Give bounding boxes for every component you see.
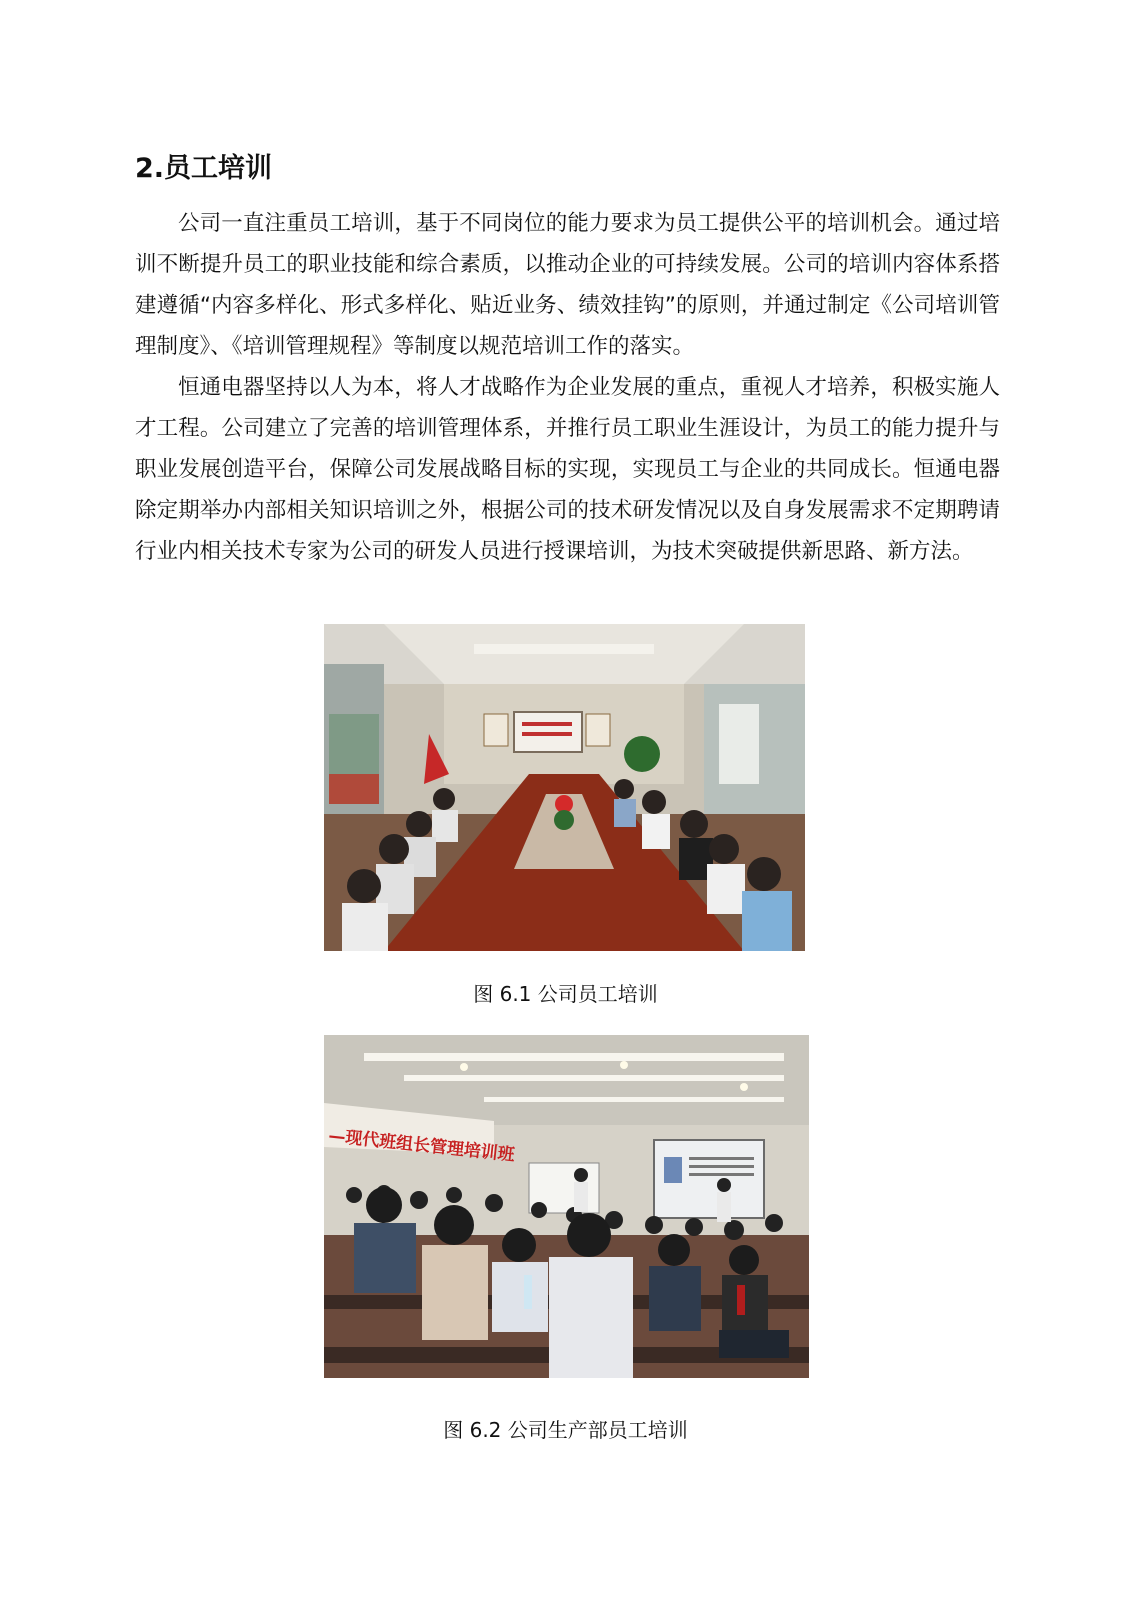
body-paragraph-2: 恒通电器坚持以人为本，将人才战略作为企业发展的重点，重视人才培养，积极实施人才工程。公司建立了完善的培训管理体系，并推行员工职业生涯设计，为员工的能力提升与职业发展创造平台，保障公司发展战略目标的实现，实现员工与企业的共同成长。恒通电器除定期举办内部相关知识培训之外，根据公司的技术研发情况以及自身发展需求不定期聘请行业内相关技术专家为公司的研发人员进行授课培训，为技术突破提供新思路、新方法。 bbox=[135, 375, 1000, 564]
banner-text: —现代班组长管理培训班 bbox=[327, 1126, 516, 1166]
training-photo-2 bbox=[324, 1035, 809, 1378]
figure-caption-1: 图 6.1 公司员工培训 bbox=[473, 982, 658, 1006]
section-title: 2.员工培训 bbox=[135, 153, 273, 184]
training-photo-1 bbox=[324, 624, 805, 951]
figure-caption-2: 图 6.2 公司生产部员工培训 bbox=[443, 1418, 688, 1442]
body-paragraph-1: 公司一直注重员工培训，基于不同岗位的能力要求为员工提供公平的培训机会。通过培训不断提升员工的职业技能和综合素质，以推动企业的可持续发展。公司的培训内容体系搭建遵循“内容多样化、形式多样化、贴近业务、绩效挂钩”的原则，并通过制定《公司培训管理制度》、《培训管理规程》等制度以规范培训工作的落实。 bbox=[135, 211, 1000, 359]
